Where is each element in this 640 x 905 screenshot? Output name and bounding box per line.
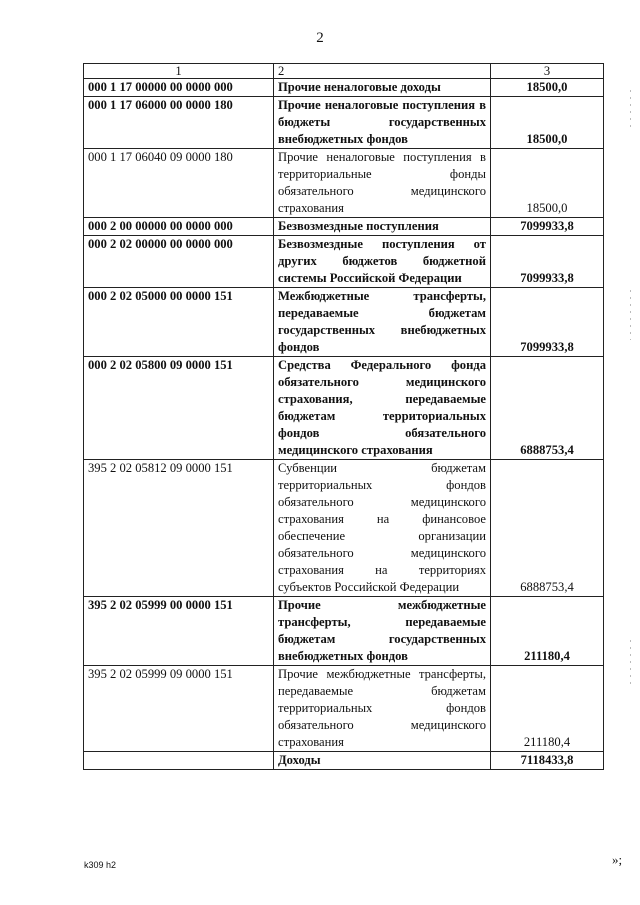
table-row	[84, 460, 604, 597]
table-row	[84, 357, 604, 460]
revenue-table	[83, 63, 604, 770]
row-value-cell: 211180,4	[491, 597, 604, 666]
row-code-cell: 395 2 02 05812 09 0000 151	[84, 460, 274, 597]
row-code-cell: 000 1 17 00000 00 0000 000	[84, 79, 274, 97]
row-name-cell: Межбюджетные трансферты, передаваемые бюджетам государственных внебюджетных фондов	[274, 288, 491, 357]
footer-code: k309 h2	[84, 860, 117, 870]
table-row	[84, 149, 604, 218]
table-row	[84, 218, 604, 236]
row-value-cell: 7099933,8	[491, 218, 604, 236]
table-row	[84, 752, 604, 770]
row-code-cell: 395 2 02 05999 09 0000 151	[84, 666, 274, 752]
row-value-cell: 18500,0	[491, 79, 604, 97]
column-header-2: 2	[274, 64, 491, 79]
row-code-cell: 395 2 02 05999 00 0000 151	[84, 597, 274, 666]
row-name-cell: Доходы	[274, 752, 491, 770]
table-header-row	[84, 64, 604, 79]
row-name-cell: Прочие межбюджетные трансферты, передаваемые бюджетам территориальных фондов обязательного медицинского страхования	[274, 666, 491, 752]
row-code-cell: 000 2 02 05000 00 0000 151	[84, 288, 274, 357]
row-code-cell: 000 1 17 06000 00 0000 180	[84, 97, 274, 149]
row-name-cell: Безвозмездные поступления	[274, 218, 491, 236]
row-value-cell: 6888753,4	[491, 460, 604, 597]
row-value-cell: 7099933,8	[491, 288, 604, 357]
table-row	[84, 288, 604, 357]
row-value-cell: 18500,0	[491, 149, 604, 218]
column-header-1: 1	[84, 64, 274, 79]
table-row	[84, 97, 604, 149]
row-code-cell: 000 2 02 05800 09 0000 151	[84, 357, 274, 460]
row-value-cell: 6888753,4	[491, 357, 604, 460]
row-value-cell: 18500,0	[491, 97, 604, 149]
scan-margin-mark	[630, 640, 631, 685]
row-code-cell	[84, 752, 274, 770]
row-name-cell: Субвенции бюджетам территориальных фондов обязательного медицинского страхования на финансовое обеспечение организации обязательного медицинского страхования на территориях субъектов Российской Федерации	[274, 460, 491, 597]
row-code-cell: 000 2 02 00000 00 0000 000	[84, 236, 274, 288]
table-row	[84, 79, 604, 97]
closing-quote-mark: »;	[612, 852, 623, 867]
row-code-cell: 000 1 17 06040 09 0000 180	[84, 149, 274, 218]
row-value-cell: 211180,4	[491, 666, 604, 752]
row-value-cell: 7099933,8	[491, 236, 604, 288]
row-value-cell: 7118433,8	[491, 752, 604, 770]
table-row	[84, 666, 604, 752]
page-number: 2	[316, 30, 324, 46]
row-code-cell: 000 2 00 00000 00 0000 000	[84, 218, 274, 236]
scan-margin-mark	[630, 290, 631, 340]
table-row	[84, 597, 604, 666]
column-header-3: 3	[491, 64, 604, 79]
row-name-cell: Прочие неналоговые поступления в территориальные фонды обязательного медицинского страхования	[274, 149, 491, 218]
table-row	[84, 236, 604, 288]
scan-margin-mark	[630, 90, 631, 130]
row-name-cell: Прочие межбюджетные трансферты, передаваемые бюджетам государственных внебюджетных фондов	[274, 597, 491, 666]
row-name-cell: Безвозмездные поступления от других бюджетов бюджетной системы Российской Федерации	[274, 236, 491, 288]
row-name-cell: Прочие неналоговые поступления в бюджеты государственных внебюджетных фондов	[274, 97, 491, 149]
row-name-cell: Средства Федерального фонда обязательного медицинского страхования, передаваемые бюджетам территориальных фондов обязательного медицинского страхования	[274, 357, 491, 460]
row-name-cell: Прочие неналоговые доходы	[274, 79, 491, 97]
